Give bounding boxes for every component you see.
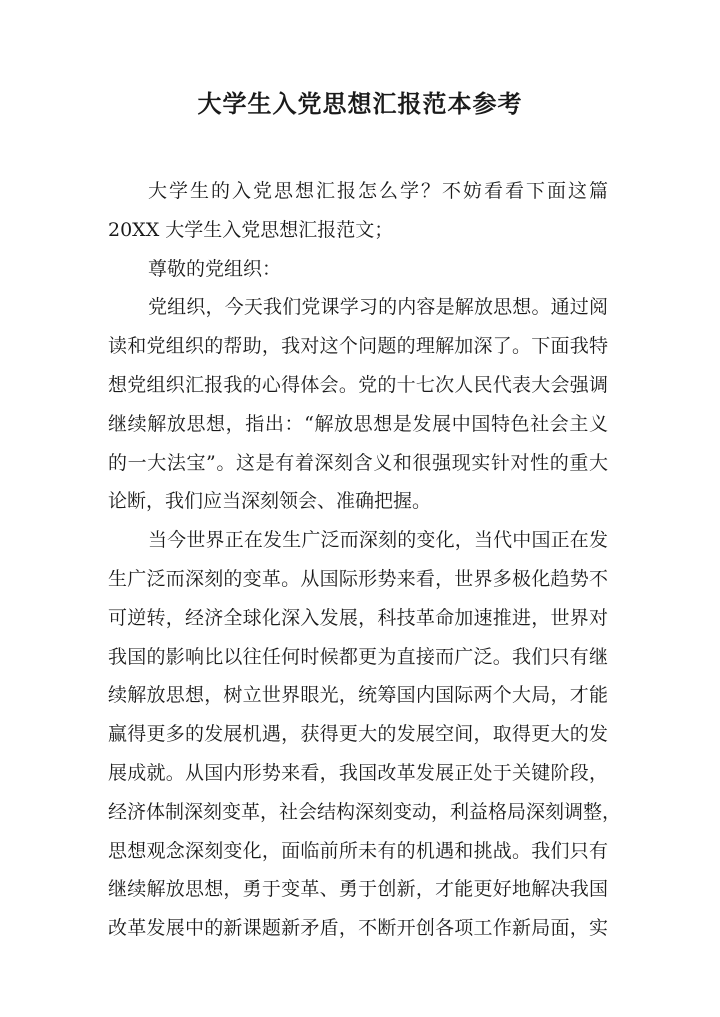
document-title: 大学生入党思想汇报范本参考 [197,90,523,118]
text-line: 思想观念深刻变化，面临前所未有的机遇和挑战。我们只有 [108,839,608,862]
text-line: 继续解放思想，勇于变革、勇于创新，才能更好地解决我国 [108,878,608,901]
text-line: 经济体制深刻变革，社会结构深刻变动，利益格局深刻调整， [108,800,622,823]
text-line: 尊敬的党组织： [148,257,282,280]
text-line: 读和党组织的帮助，我对这个问题的理解加深了。下面我特 [108,335,608,358]
text-line: 我国的影响比以往任何时候都更为直接而广泛。我们只有继 [108,645,608,668]
text-line: 生广泛而深刻的变革。从国际形势来看，世界多极化趋势不 [108,567,608,590]
text-line: 当今世界正在发生广泛而深刻的变化，当代中国正在发 [148,529,608,552]
text-line: 继续解放思想，指出：“解放思想是发展中国特色社会主义 [108,412,608,435]
text-line: 大学生的入党思想汇报怎么学？不妨看看下面这篇 [148,180,608,202]
text-line: 改革发展中的新课题新矛盾，不断开创各项工作新局面，实 [108,917,608,940]
document-body [108,172,622,948]
text-line: 的一大法宝”。这是有着深刻含义和很强现实针对性的重大 [108,451,608,474]
text-line: 党组织，今天我们党课学习的内容是解放思想。通过阅 [148,296,608,319]
text-line: 可逆转，经济全球化深入发展，科技革命加速推进，世界对 [108,606,608,629]
text-line: 20XX 大学生入党思想汇报范文； [108,218,394,241]
text-line: 赢得更多的发展机遇，获得更大的发展空间，取得更大的发 [108,723,608,746]
text-line: 论断，我们应当深刻领会、准确把握。 [108,490,432,513]
text-line: 展成就。从国内形势来看，我国改革发展正处于关键阶段， [108,761,608,784]
text-line: 续解放思想，树立世界眼光，统筹国内国际两个大局，才能 [108,684,608,707]
text-line: 想党组织汇报我的心得体会。党的十七次人民代表大会强调 [108,373,608,396]
